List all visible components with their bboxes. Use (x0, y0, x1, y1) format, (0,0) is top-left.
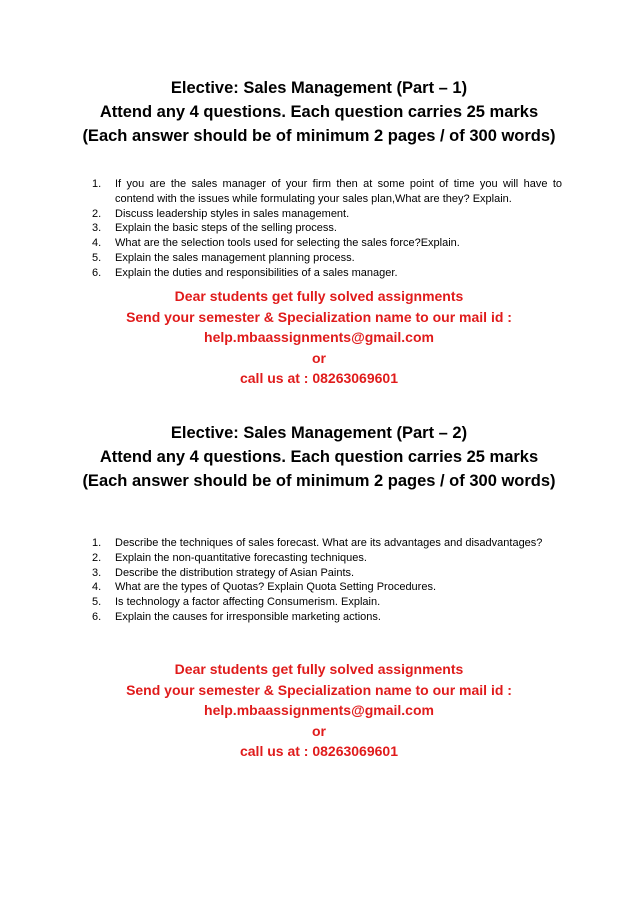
question-number: 2. (92, 551, 102, 564)
promo-phone: call us at : 08263069601 (239, 743, 398, 759)
question-number: 6. (92, 266, 102, 279)
question-number: 2. (92, 207, 102, 220)
question-text: Explain the sales management planning process. (115, 251, 355, 264)
question-text: Explain the duties and responsibilities of a sales manager. (115, 266, 398, 279)
part1-question-list (92, 177, 562, 281)
promo-email: help.mbaassignments@gmail.com (204, 702, 434, 718)
promo-phone: call us at : 08263069601 (239, 370, 398, 386)
question-number: 6. (92, 610, 102, 623)
list-item (92, 566, 562, 581)
list-item (92, 551, 562, 566)
list-item (92, 610, 562, 625)
question-text: What are the types of Quotas? Explain Quota Setting Procedures. (115, 581, 437, 594)
question-text: If you are the sales manager of your firm then at some point of time you will have to contend with the issues while formulating your sales plan,What are they? Explain. (115, 178, 562, 205)
question-number: 4. (92, 237, 102, 250)
part1-instruction: Attend any 4 questions. Each question carries 25 marks (99, 103, 539, 121)
promo-headline: Dear students get fully solved assignments (174, 288, 464, 304)
list-item (92, 580, 562, 595)
question-text: What are the selection tools used for selecting the sales force?Explain. (115, 237, 460, 250)
question-text: Explain the causes for irresponsible marketing actions. (115, 610, 381, 623)
list-item (92, 207, 562, 222)
part2-instruction: Attend any 4 questions. Each question carries 25 marks (99, 448, 539, 466)
list-item (92, 177, 562, 207)
question-number: 5. (92, 596, 102, 609)
question-text: Is technology a factor affecting Consumerism. Explain. (115, 596, 381, 609)
question-number: 1. (92, 537, 102, 549)
part2-question-list (92, 536, 562, 625)
promo-instruction: Send your semester & Specialization name to our mail id : (126, 681, 512, 698)
promo-email: help.mbaassignments@gmail.com (204, 329, 434, 345)
list-item (92, 236, 562, 251)
promo-or: or (312, 349, 326, 366)
question-number: 5. (92, 251, 102, 264)
promo-instruction: Send your semester & Specialization name to our mail id : (126, 308, 512, 325)
promo-headline: Dear students get fully solved assignments (174, 661, 464, 677)
part1-header (0, 76, 638, 148)
list-item (92, 536, 562, 551)
question-text: Explain the basic steps of the selling process. (115, 222, 337, 235)
question-number: 4. (92, 581, 102, 594)
part2-title: Elective: Sales Management (Part – 2) (170, 424, 468, 442)
part2-note: (Each answer should be of minimum 2 pages / of 300 words) (82, 472, 556, 490)
question-number: 3. (92, 222, 102, 235)
list-item (92, 251, 562, 266)
promo-block-2 (0, 659, 638, 762)
part1-title: Elective: Sales Management (Part – 1) (170, 79, 468, 97)
list-item (92, 595, 562, 610)
part2-header (0, 421, 638, 493)
part1-note: (Each answer should be of minimum 2 pages / of 300 words) (82, 127, 556, 145)
list-item (92, 266, 562, 281)
question-number: 1. (92, 178, 102, 190)
question-text: Explain the non-quantitative forecasting techniques. (115, 551, 367, 564)
question-text: Discuss leadership styles in sales management. (115, 207, 350, 220)
question-text: Describe the techniques of sales forecast. What are its advantages and disadvantages? (115, 537, 543, 549)
question-text: Describe the distribution strategy of Asian Paints. (115, 566, 355, 579)
question-number: 3. (92, 566, 102, 579)
list-item (92, 221, 562, 236)
promo-or: or (312, 722, 326, 739)
promo-block-1 (0, 286, 638, 389)
